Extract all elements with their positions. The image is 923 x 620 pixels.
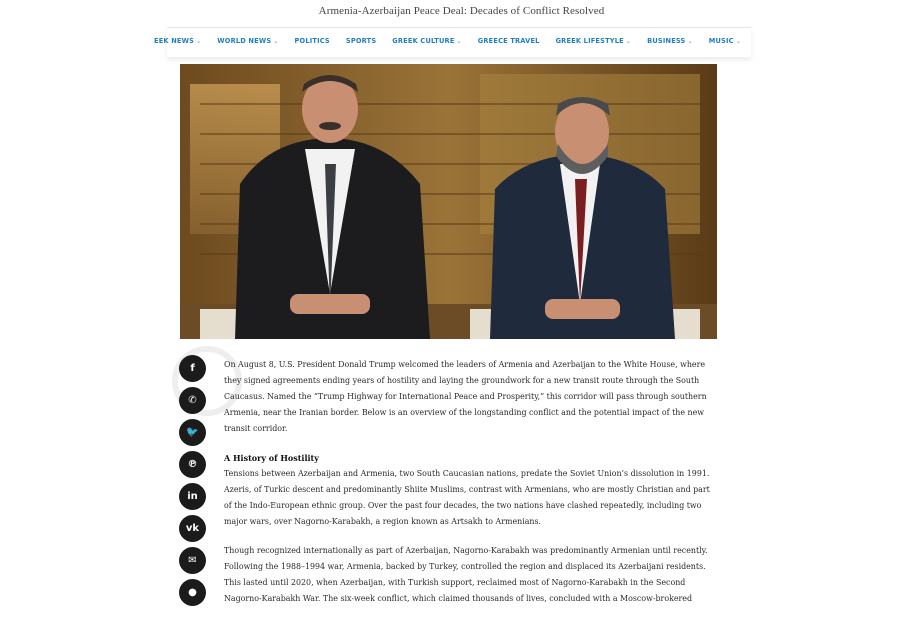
linkedin-share-button[interactable] bbox=[179, 483, 206, 510]
nav-item-business[interactable] bbox=[647, 37, 693, 45]
whatsapp-icon: ✆ bbox=[188, 395, 197, 406]
nav-item-label: SPORTS bbox=[345, 37, 377, 45]
twitter-icon: 🐦 bbox=[186, 427, 199, 438]
main-navigation bbox=[154, 27, 751, 57]
section-heading: A History of Hostility bbox=[224, 453, 319, 463]
article-body bbox=[224, 357, 718, 620]
chevron-down-icon: ⌄ bbox=[196, 38, 202, 45]
social-share-bar bbox=[179, 355, 207, 611]
pinterest-share-button[interactable] bbox=[179, 451, 206, 478]
nav-item-sports[interactable] bbox=[346, 37, 376, 45]
page-title: Armenia-Azerbaijan Peace Deal: Decades of Conflict Resolved bbox=[318, 5, 605, 17]
linkedin-icon: in bbox=[187, 491, 198, 502]
article-paragraph: Tensions between Azerbaijan and Armenia, two South Caucasian nations, predate the Soviet Union’s dissolution in 1991. Azeris, of Turkic descent and predominantly Shiite Muslims, contrast with Armenians, who are mostly Christian and part of the Indo-European ethnic group. Over the past four decades, the two nations have clashed repeatedly, including two major wars, over Nagorno-Karabakh, a region known as Artsakh to Armenians. bbox=[224, 469, 710, 526]
nav-item-greek-culture[interactable] bbox=[392, 37, 461, 45]
vk-share-button[interactable] bbox=[179, 515, 206, 542]
nav-item-label: EEK NEWS bbox=[154, 37, 195, 45]
nav-item-music[interactable] bbox=[709, 37, 741, 45]
nav-item-greece-travel[interactable] bbox=[478, 37, 540, 45]
nav-item-label: GREEK LIFESTYLE bbox=[555, 37, 624, 45]
page-title-bar bbox=[0, 0, 923, 17]
email-share-button[interactable] bbox=[179, 547, 206, 574]
pinterest-icon: ℗ bbox=[187, 459, 198, 470]
nav-item-label: WORLD NEWS bbox=[217, 37, 272, 45]
facebook-icon: f bbox=[190, 363, 195, 374]
nav-item-world-news[interactable] bbox=[217, 37, 278, 45]
reddit-icon: ● bbox=[188, 587, 197, 598]
twitter-share-button[interactable] bbox=[179, 419, 206, 446]
nav-item-label: BUSINESS bbox=[647, 37, 686, 45]
reddit-share-button[interactable] bbox=[179, 579, 206, 606]
vk-icon: vk bbox=[185, 523, 200, 534]
nav-item-politics[interactable] bbox=[295, 37, 330, 45]
hero-image bbox=[180, 64, 717, 339]
chevron-down-icon: ⌄ bbox=[456, 38, 462, 45]
nav-item-label: GREECE TRAVEL bbox=[477, 37, 540, 45]
chevron-down-icon: ⌄ bbox=[625, 38, 632, 45]
nav-item-label: MUSIC bbox=[708, 37, 734, 45]
nav-item-label: POLITICS bbox=[294, 37, 330, 45]
chevron-down-icon: ⌄ bbox=[735, 38, 741, 45]
email-icon: ✉ bbox=[188, 555, 197, 566]
article-intro: On August 8, U.S. President Donald Trump welcomed the leaders of Armenia and Azerbaijan to the White House, where they signed agreements ending years of hostility and laying the groundwork for a new transit route through the South Caucasus. Named the “Trump Highway for International Peace and Prosperity,” this corridor will pass through southern Armenia, near the Iranian border. Below is an overview of the longstanding conflict and the potential impact of the new transit corridor. bbox=[224, 360, 707, 433]
facebook-share-button[interactable] bbox=[179, 355, 206, 382]
nav-item-eek-news[interactable] bbox=[154, 37, 201, 45]
nav-item-label: GREEK CULTURE bbox=[392, 37, 455, 45]
nav-menu bbox=[154, 37, 757, 45]
chevron-down-icon: ⌄ bbox=[687, 38, 693, 45]
nav-item-greek-lifestyle[interactable] bbox=[556, 37, 632, 45]
chevron-down-icon: ⌄ bbox=[273, 38, 279, 45]
whatsapp-share-button[interactable] bbox=[179, 387, 206, 414]
article-paragraph: Though recognized internationally as part of Azerbaijan, Nagorno-Karabakh was predominantly Armenian until recently. Following the 1988–1994 war, Armenia, backed by Turkey, controlled the region and displaced its Azerbaijani residents. This lasted until 2020, when Azerbaijan, with Turkish support, reclaimed most of Nagorno-Karabakh in the Second Nagorno-Karabakh War. The six-week conflict, which claimed thousands of lives, concluded with a Moscow-brokered bbox=[224, 546, 708, 603]
